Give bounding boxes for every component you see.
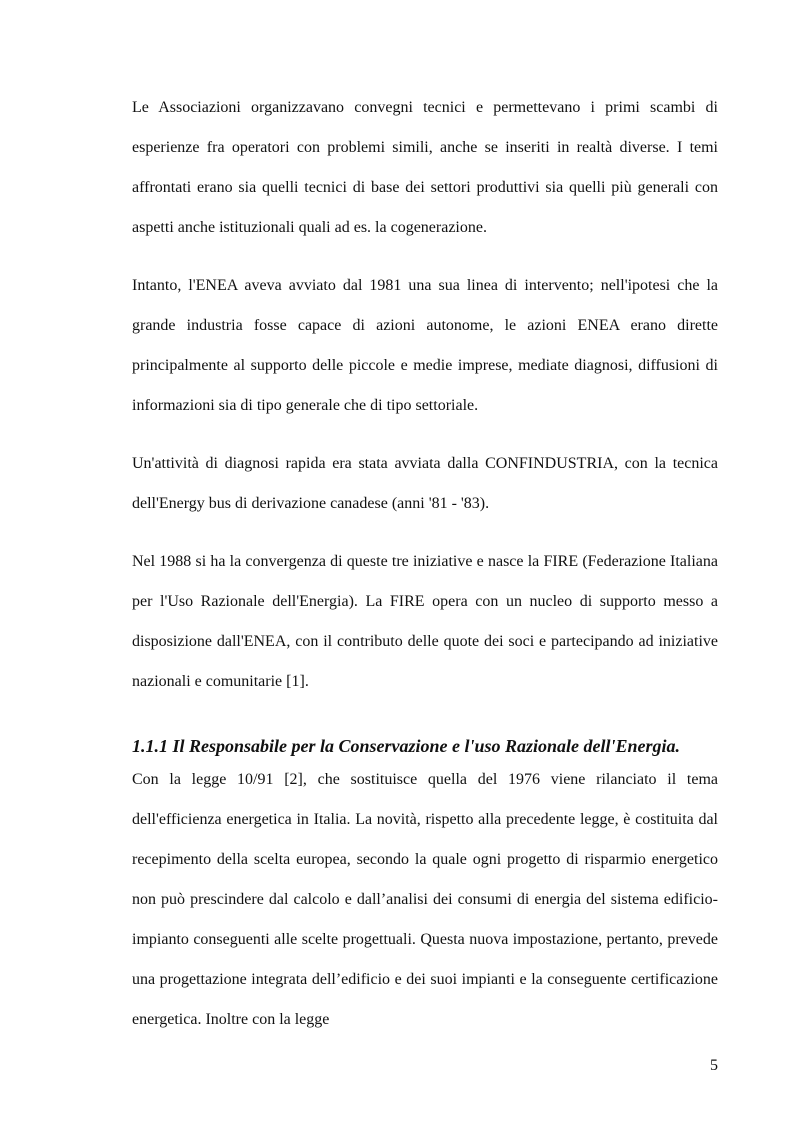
paragraph-enea: Intanto, l'ENEA aveva avviato dal 1981 una sua linea di intervento; nell'ipotesi che la grande industria fosse capace di azioni autonome, le azioni ENEA erano dirette principalmente al supporto delle piccole e medie imprese, mediate diagnosi, diffusioni di informazioni sia di tipo generale che di tipo settoriale. <box>132 277 718 414</box>
document-page <box>132 88 718 1040</box>
page-number: 5 <box>710 1057 718 1074</box>
paragraph-legge-10-91: Con la legge 10/91 [2], che sostituisce quella del 1976 viene rilanciato il tema dell'efficienza energetica in Italia. La novità, rispetto alla precedente legge, è costituita dal recepimento della scelta europea, secondo la quale ogni progetto di risparmio energetico non può prescindere dal calcolo e dall’analisi dei consumi di energia del sistema edificio-impianto conseguenti alle scelte progettuali. Questa nuova impostazione, pertanto, prevede una progettazione integrata dell’edificio e dei suoi impianti e la conseguente certificazione energetica. Inoltre con la legge <box>132 771 718 1028</box>
paragraph-confindustria: Un'attività di diagnosi rapida era stata avviata dalla CONFINDUSTRIA, con la tecnica dell'Energy bus di derivazione canadese (anni '81 - '83). <box>132 455 718 512</box>
paragraph-fire: Nel 1988 si ha la convergenza di queste tre iniziative e nasce la FIRE (Federazione Italiana per l'Uso Razionale dell'Energia). La FIRE opera con un nucleo di supporto messo a disposizione dall'ENEA, con il contributo delle quote dei soci e partecipando ad iniziative nazionali e comunitarie [1]. <box>132 553 718 690</box>
paragraph-associazioni: Le Associazioni organizzavano convegni tecnici e permettevano i primi scambi di esperienze fra operatori con problemi simili, anche se inseriti in realtà diverse. I temi affrontati erano sia quelli tecnici di base dei settori produttivi sia quelli più generali con aspetti anche istituzionali quali ad es. la cogenerazione. <box>132 99 718 236</box>
section-heading: 1.1.1 Il Responsabile per la Conservazione e l'uso Razionale dell'Energia. <box>132 736 681 756</box>
